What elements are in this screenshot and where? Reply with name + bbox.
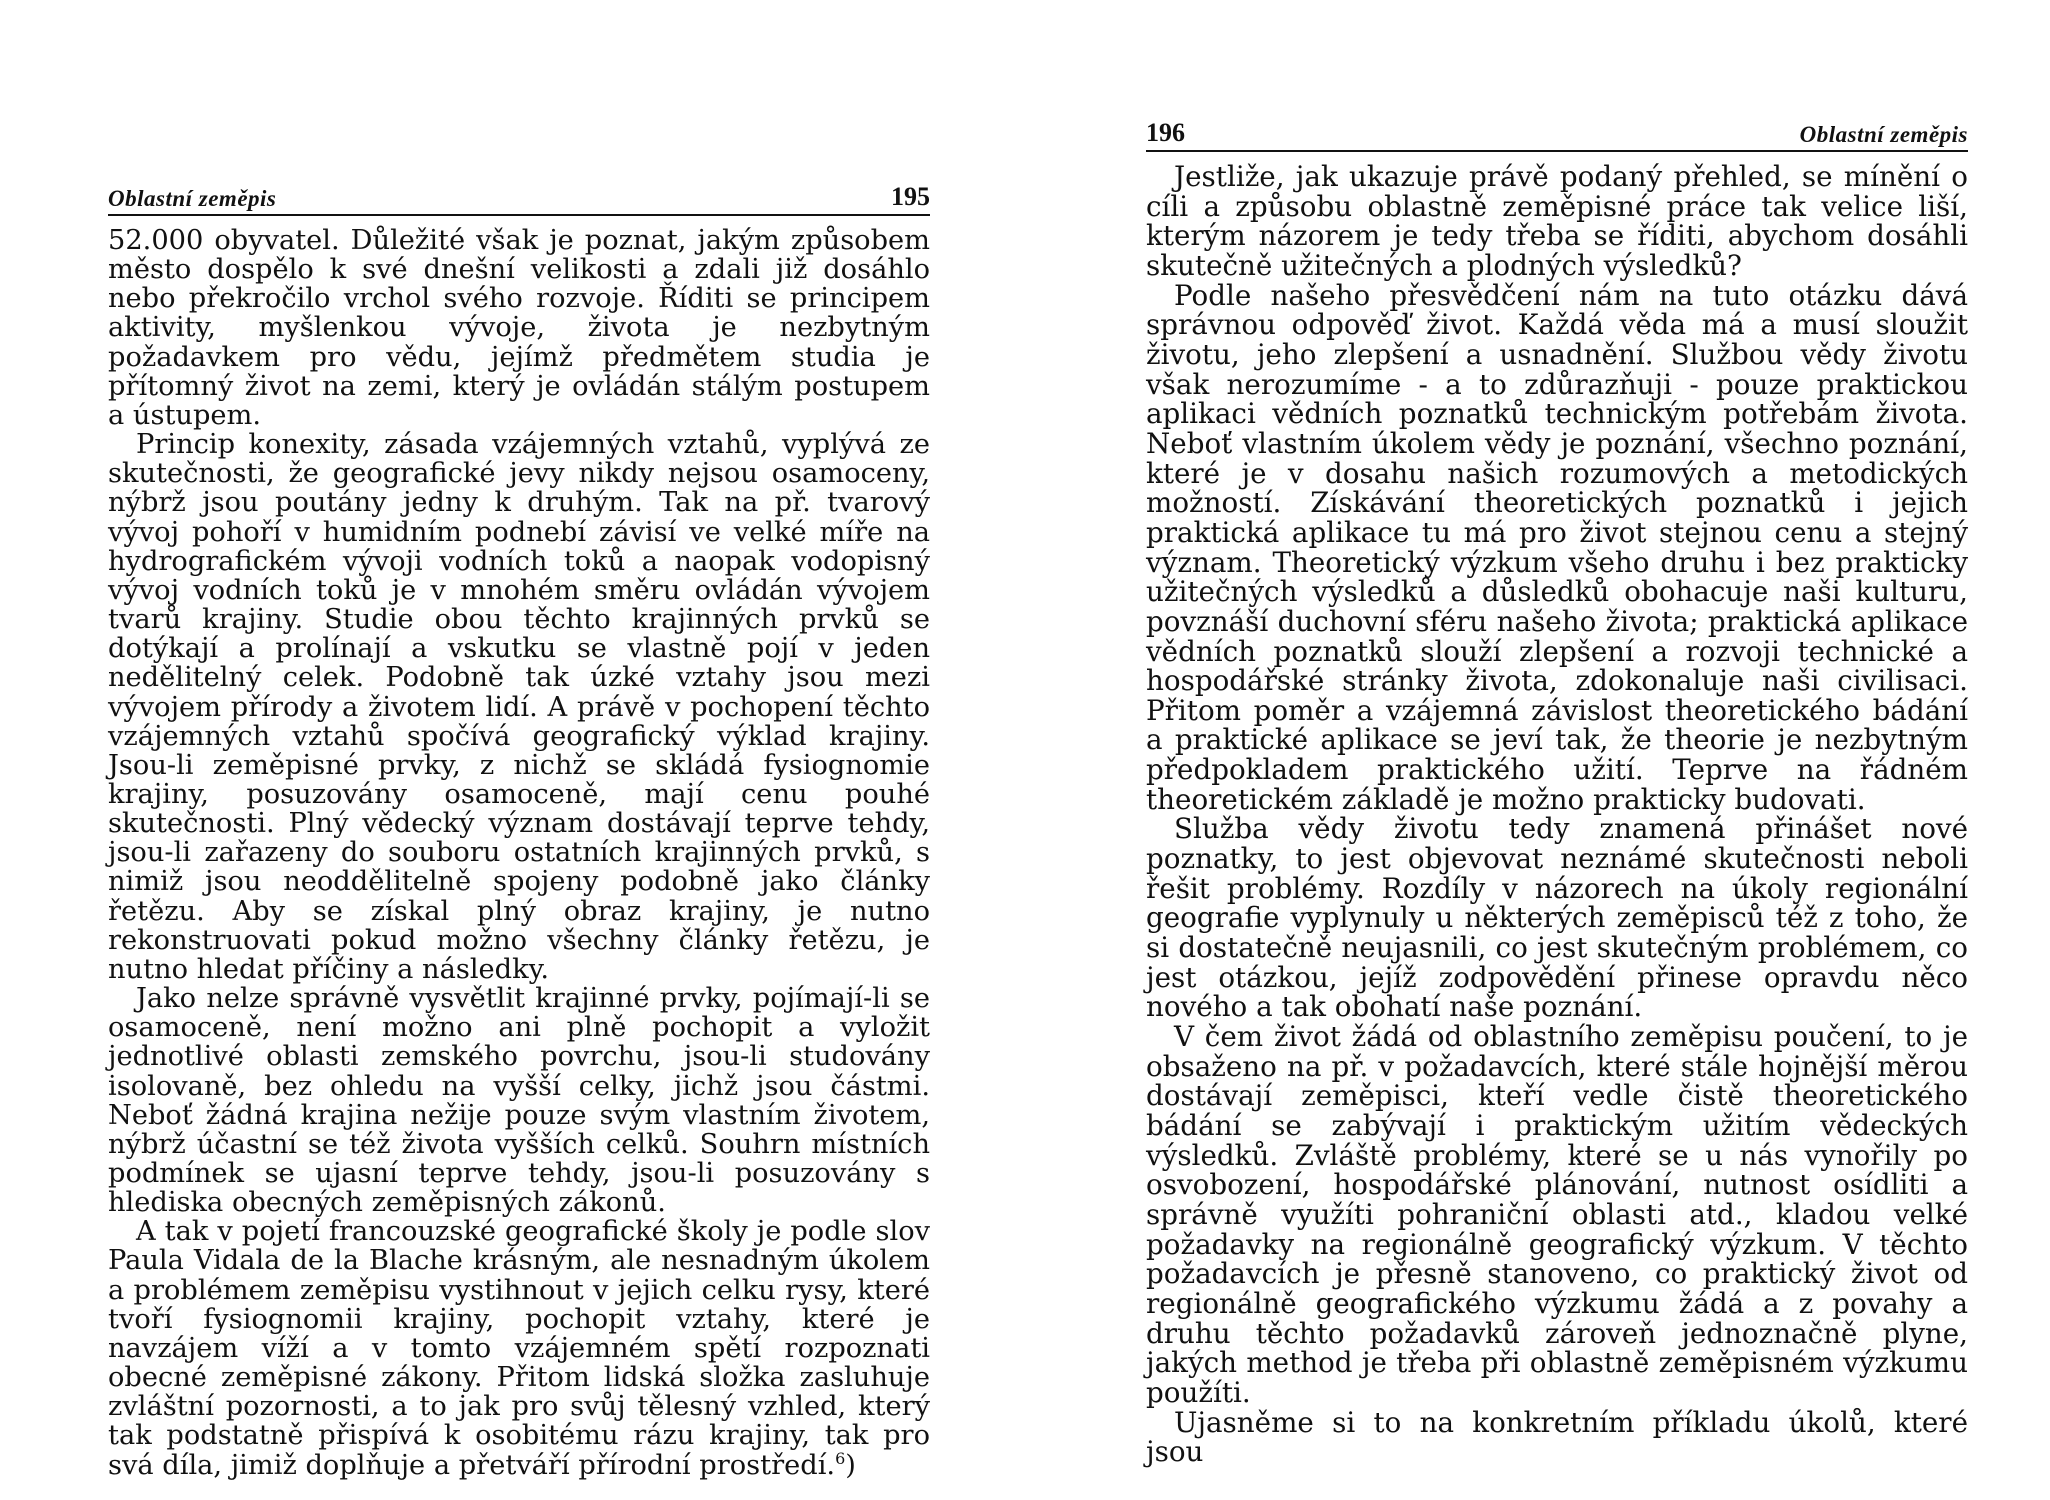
right-running-head	[1146, 118, 1968, 152]
right-paragraph-5: Ujasněme si to na konkretním příkladu úkolů, které jsou	[1146, 1405, 1968, 1469]
left-paragraph-2: Princip konexity, zásada vzájemných vztahů, vyplývá ze skutečnosti, že geografické jevy nikdy nejsou osamoceny, nýbrž jsou poutány jedny k druhým. Tak na př. tvarový vývoj pohoří v humidním podnebí závisí ve velké míře na hydrografickém vývoji vodních toků a naopak vodopisný vývoj vodních toků je v mnohém směru ovládán vývojem tvarů krajiny. Studie obou těchto krajinných prvků se dotýkají a prolínají a vskutku se vlastně pojí v jeden nedělitelný celek. Podobně tak úzké vztahy jsou mezi vývojem přírody a životem lidí. A právě v pochopení těchto vzájemných vztahů spočívá geografický výklad krajiny. Jsou-li zeměpisné prvky, z nichž se skládá fysiognomie krajiny, posuzovány osamoceně, mají cenu pouhé skutečnosti. Plný vědecký význam dostávají teprve tehdy, jsou-li zařazeny do souboru ostatních krajinných prvků, s nimiž jsou neoddělitelně spojeny podobně jako články řetězu. Aby se získal plný obraz krajiny, je nutno rekonstruovati pokud možno všechny články řetězu, je nutno hledat příčiny a následky.	[108, 429, 930, 985]
footnote-close-paren: )	[845, 1449, 856, 1481]
footnote-reference: 6	[835, 1448, 846, 1468]
left-paragraph-1: 52.000 obyvatel. Důležité však je poznat, jakým způsobem město dospělo k své dnešní velikosti a zdali již dosáhlo nebo překročilo vrchol svého rozvoje. Říditi se principem aktivity, myšlenkou vývoje, života je nezbytným požadavkem pro vědu, jejímž předmětem studia je přítomný život na zemi, který je ovládán stálým postupem a ústupem.	[108, 225, 930, 431]
right-page	[1146, 118, 1968, 1467]
left-paragraph-4-text: A tak v pojetí francouzské geografické školy je podle slov Paula Vidala de la Blache krásným, ale nesnadným úkolem a problémem zeměpisu vystihnout v jejich celku rysy, které tvoří fysiognomii krajiny, pochopit vztahy, které je navzájem víží a v tomto vzájemném spětí rozpoznati obecné zeměpisné zákony. Přitom lidská složka zasluhuje zvláštní pozornosti, a to jak pro svůj tělesný vzhled, který tak podstatně přispívá k osobitému rázu krajiny, tak pro svá díla, jimiž doplňuje a přetváří přírodní prostředí.	[108, 1216, 930, 1481]
left-running-title: Oblastní zeměpis	[108, 186, 277, 211]
left-paragraph-3: Jako nelze správně vysvětlit krajinné prvky, pojímají-li se osamoceně, není možno ani plně pochopit a vyložit jednotlivé oblasti zemského povrchu, jsou-li studovány isolovaně, bez ohledu na vyšší celky, jichž jsou částmi. Neboť žádná krajina nežije pouze svým vlastním životem, nýbrž účastní se též života vyšších celků. Souhrn místních podmínek se ujasní teprve tehdy, jsou-li posuzovány s hlediska obecných zeměpisných zákonů.	[108, 983, 930, 1219]
right-page-number: 196	[1146, 118, 1185, 147]
right-paragraph-3: Služba vědy životu tedy znamená přinášet nové poznatky, to jest objevovat neznámé skutečnosti neboli řešit problémy. Rozdíly v názorech na úkoly regionální geografie vyplynuly u některých zeměpisců též z toho, že si dostatečně neujasnili, co jest skutečným problémem, co jest otázkou, jejíž zodpovědění přinese opravdu něco nového a tak obohatí naše poznání.	[1146, 812, 1968, 1024]
left-body-text	[108, 226, 930, 1480]
left-running-head	[108, 182, 930, 216]
right-paragraph-2: Podle našeho přesvědčení nám na tuto otázku dává správnou odpověď život. Každá věda má a musí sloužit životu, jeho zlepšení a usnadnění. Službou vědy životu však nerozumíme - a to zdůrazňuji - pouze praktickou aplikaci vědních poznatků technickým potřebám života. Neboť vlastním úkolem vědy je poznání, všechno poznání, které je v dosahu našich rozumových a metodických možností. Získávání theoretických poznatků i jejich praktická aplikace tu má pro život stejnou cenu a stejný význam. Theoretický výzkum všeho druhu i bez prakticky užitečných výsledků a důsledků obohacuje naši kulturu, povznáší duchovní sféru našeho života; praktická aplikace vědních poznatků slouží zlepšení a rozvoji technické a hospodářské stránky života, zdokonaluje naši civilisaci. Přitom poměr a vzájemná závislost theoretického bádání a praktické aplikace se jeví tak, že theorie je nezbytným předpokladem praktického užití. Teprve na řádném theoretickém základě je možno prakticky budovati.	[1146, 278, 1968, 816]
left-page-number: 195	[891, 182, 930, 211]
right-running-title: Oblastní zeměpis	[1799, 122, 1968, 147]
right-paragraph-1: Jestliže, jak ukazuje právě podaný přehled, se mínění o cíli a způsobu oblastně zeměpisné práce tak velice liší, kterým názorem je tedy třeba se říditi, abychom dosáhli skutečně užitečných a plodných výsledků?	[1146, 160, 1968, 282]
left-paragraph-4	[108, 1217, 930, 1479]
right-body-text	[1146, 162, 1968, 1467]
left-page	[108, 182, 930, 1480]
right-paragraph-4: V čem život žádá od oblastního zeměpisu poučení, to je obsaženo na př. v požadavcích, které stále hojnější měrou dostávají zeměpisci, kteří vedle čistě theoretického bádání se zabývají i praktickým užitím vědeckých výsledků. Zvláště problémy, které se u nás vynořily po osvobození, hospodářské plánování, nutnost osídliti a správně využíti pohraniční oblasti atd., kladou velké požadavky na regionálně geografický výzkum. V těchto požadavcích je přesně stanoveno, co praktický život od regionálně geografického výzkumu žádá a z povahy a druhu těchto požadavků zároveň jednoznačně plyne, jakých method je třeba při oblastně zeměpisném výzkumu použíti.	[1146, 1020, 1968, 1409]
